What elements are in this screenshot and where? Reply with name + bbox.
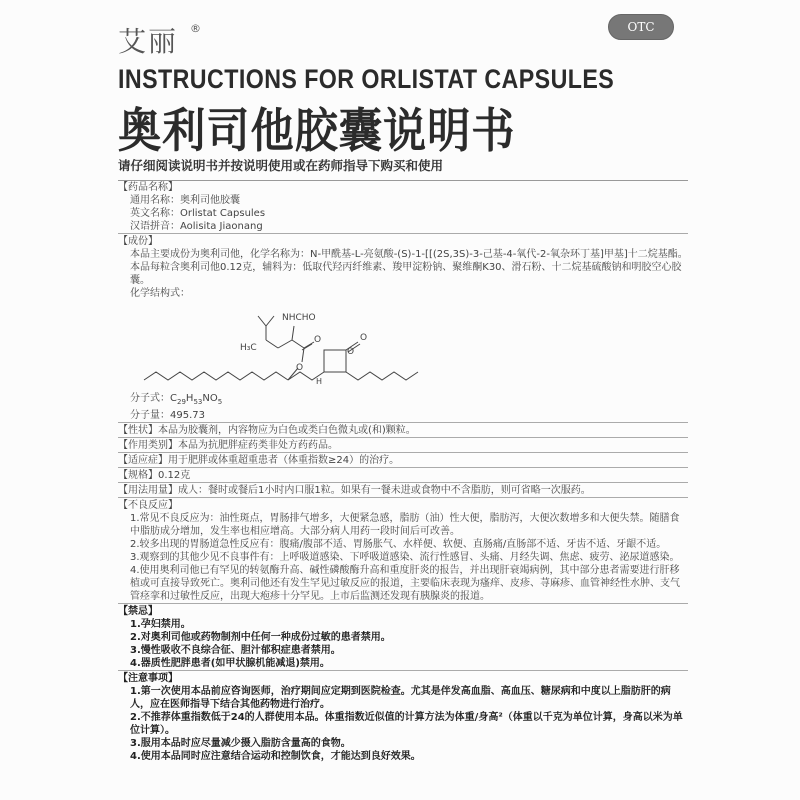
pinyin-name: 汉语拼音：Aolisita Jiaonang [130,221,263,232]
adverse-item: 3.观察到的其他少见不良事件有：上呼吸道感染、下呼吸道感染、流行性感冒、头痛、月经失调、焦虑、疲劳、泌尿道感染。 [130,552,680,563]
registered-mark: ® [190,22,201,35]
spec-section: 【规格】0.12克 [118,467,688,482]
molecular-formula: 分子式：$C_{29}H_{53}NO_5$ [130,393,223,406]
chemical-structure [118,304,688,390]
composition-text: 本品主要成份为奥利司他，化学名称为：N-甲酰基-L-亮氨酸-(S)-1-[[(2S,3S)-3-己基-4-氧代-2-氧杂环丁基]甲基]十二烷基酯。本品每粒含奥利司他0.12克，辅料为：低取代羟丙纤维素、羧甲淀粉钠、聚维酮K30、滑石粉、十二烷基硫酸钠和明胶空心胶囊。 [130,249,688,286]
contraindication-item: 3.慢性吸收不良综合征、胆汁郁积症患者禁用。 [130,645,341,656]
category-section: 【作用类别】本品为抗肥胖症药类非处方药药品。 [118,437,688,452]
title-english: INSTRUCTIONS FOR ORLISTAT CAPSULES [118,64,615,94]
contraindication-item: 1.孕妇禁用。 [130,619,191,630]
indication-section: 【适应症】用于肥胖或体重超重患者（体重指数≥24）的治疗。 [118,452,688,467]
title-chinese: 奥利司他胶囊说明书 [118,104,516,159]
adverse-item: 1.常见不良反应为：油性斑点，胃肠排气增多，大便紧急感，脂肪（油）性大便，脂肪泻，大便次数增多和大便失禁。随膳食中脂肪成分增加，发生率也相应增高。大部分病人用药一段时间后可改善。 [130,513,680,537]
orlistat-structure-diagram [118,304,448,390]
usage-instruction: 请仔细阅读说明书并按说明使用或在药师指导下购买和使用 [118,158,444,173]
contraindication-item: 4.器质性肥胖患者(如甲状腺机能减退)禁用。 [130,658,330,669]
h3c-label: H₃C [240,343,257,353]
carbonyl-o-label: O [314,335,322,345]
composition-heading: 【成份】 [118,233,688,248]
precaution-item: 3.服用本品时应尽量减少摄入脂肪含量高的食物。 [130,738,351,749]
brand-logo: 艾丽 [118,25,179,58]
adverse-item: 4.使用奥利司他已有罕见的转氨酶升高、碱性磷酸酶升高和重度肝炎的报告，并出现肝衰竭病例，其中部分患者需要进行肝移植或可直接导致死亡。奥利司他还有发生罕见过敏反应的报道，主要临床表现为瘙痒、皮疹、荨麻疹、血管神经性水肿、支气管痉挛和过敏性反应，出现大疱疹十分罕见。上市后监测还发现有胰腺炎的报道。 [130,565,680,602]
precaution-item: 4.使用本品同时应注意结合运动和控制饮食，才能达到良好效果。 [130,751,421,762]
drug-name-heading: 【药品名称】 [118,182,178,193]
structure-label: 化学结构式： [130,288,190,299]
contraindication-heading: 【禁忌】 [118,603,688,618]
character-section: 【性状】本品为胶囊剂，内容物应为白色或类白色微丸或(和)颗粒。 [118,422,688,437]
adverse-item: 2.较多出现的胃肠道急性反应有：腹痛/腹部不适、胃肠胀气、水样便、软便、直肠痛/直肠部不适、牙齿不适、牙龈不适。 [130,539,667,550]
generic-name: 通用名称：奥利司他胶囊 [130,195,240,206]
lactone-o-label: O [360,333,368,343]
h-label: H [316,377,323,386]
precautions-heading: 【注意事项】 [118,670,688,685]
english-name: 英文名称：Orlistat Capsules [130,208,266,219]
adverse-heading: 【不良反应】 [118,497,688,512]
molecular-weight: 分子量：495.73 [130,410,205,421]
precaution-item: 2.不推荐体重指数低于24的人群使用本品。体重指数近似值的计算方法为体重/身高²（体重以千克为单位计算，身高以米为单位计算）。 [130,712,683,736]
contraindication-item: 2.对奥利司他或药物制剂中任何一种成份过敏的患者禁用。 [130,632,391,643]
precaution-item: 1.第一次使用本品前应咨询医师，治疗期间应定期到医院检查。尤其是伴发高血脂、高血压、糖尿病和中度以上脂肪肝的病人，应在医师指导下结合其他药物进行治疗。 [130,686,671,710]
otc-badge: OTC [608,14,674,40]
ester-o-label: O [296,363,304,373]
formula-label: 分子式： [130,393,170,404]
nhcho-label: NHCHO [282,313,316,323]
ring-o-label: O [347,347,355,357]
usage-section: 【用法用量】成人：餐时或餐后1小时内口服1粒。如果有一餐未进或食物中不含脂肪，则可省略一次服药。 [118,482,688,497]
leaflet-body [118,180,688,763]
